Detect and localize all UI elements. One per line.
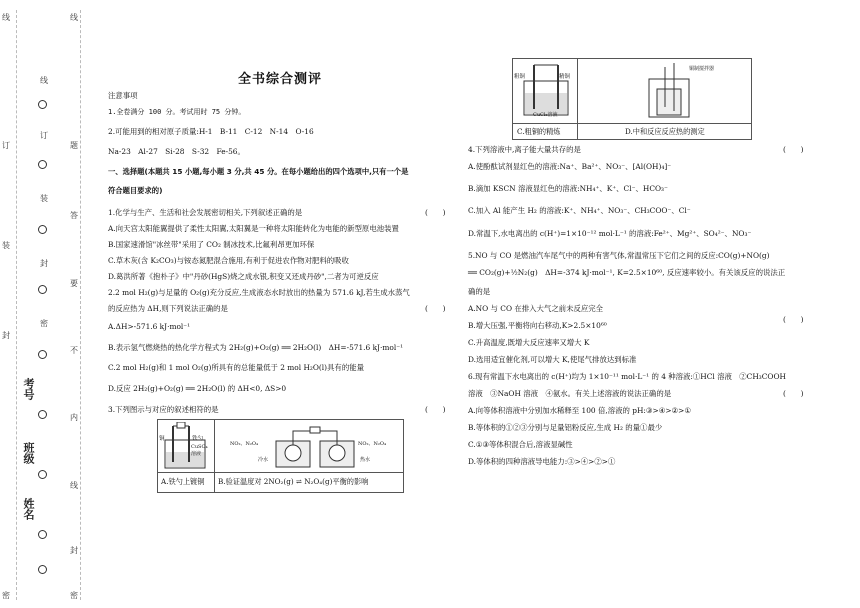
q4-option-c[interactable]: C.加入 Al 能产生 H₂ 的溶液:K⁺、NH₄⁺、NO₃⁻、CH₃COO⁻、Cl⁻ [468, 206, 691, 215]
label-cold-water: 冷水 [258, 457, 269, 463]
q6-stem-2: 溶液 ③NaOH 溶液 ④氨水。有关上述溶液的说法正确的是 [468, 389, 672, 398]
binding-hole [38, 530, 47, 539]
q1-paren: ( ) [425, 208, 446, 217]
label-iron-spoon: 铁勺 [192, 436, 204, 442]
seal-char: 装 [2, 241, 10, 250]
seal-char: 密 [70, 591, 78, 600]
seal-char: 线 [40, 76, 48, 85]
seal-char: 内 [70, 413, 78, 422]
label-copper: 铜 [159, 436, 165, 442]
q4-stem: 4.下列溶液中,离子能大量共存的是 [468, 145, 581, 154]
binding-hole [38, 410, 47, 419]
binding-line-inner [80, 10, 81, 600]
seal-char: 封 [70, 546, 78, 555]
q6-stem: 6.现有常温下水电离出的 c(H⁺)均为 1×10⁻¹¹ mol·L⁻¹ 的 4 种溶液:①HCl 溶液 ②CH₃COOH [468, 372, 786, 381]
binding-hole [38, 160, 47, 169]
label-crude-copper: 粗铜 [514, 74, 526, 80]
seal-char: 要 [70, 279, 78, 288]
q6-option-d[interactable]: D.等体积的四种溶液导电能力:③>④>②>① [468, 457, 616, 466]
q5-option-a[interactable]: A.NO 与 CO 在排入大气之前未反应完全 [468, 304, 604, 313]
q5-stem: 5.NO 与 CO 是燃油汽车尾气中的两种有害气体,常温常压下它们之间的反应:CO(g)+NO(g) [468, 251, 770, 260]
label-no2-left: NO₂、N₂O₄ [230, 441, 258, 447]
q5-option-d[interactable]: D.选用适宜催化剂,可以增大 K,使尾气排放达到标准 [468, 355, 637, 364]
q4-option-b[interactable]: B.滴加 KSCN 溶液显红色的溶液:NH₄⁺、K⁺、Cl⁻、HCO₃⁻ [468, 184, 668, 193]
seal-char: 封 [2, 331, 10, 340]
binding-hole [38, 470, 47, 479]
q6-option-c[interactable]: C.①③等体积混合后,溶液显碱性 [468, 440, 573, 449]
seal-char: 装 [40, 194, 48, 203]
q4-paren: ( ) [783, 145, 804, 154]
calorimeter-icon [579, 61, 749, 121]
binding-hole [38, 285, 47, 294]
seal-char: 密 [2, 591, 10, 600]
q2-stem-2: 的反应热为 ΔH,则下列说法正确的是 [108, 304, 228, 313]
seal-char: 订 [2, 141, 10, 150]
seal-char: 答 [70, 211, 78, 220]
label-cucl2: CuCl₂溶液 [533, 112, 558, 118]
q5-option-c[interactable]: C.升高温度,既增大反应速率又增大 K [468, 338, 590, 347]
q3-figure-table-cd [512, 58, 752, 140]
q2-paren: ( ) [425, 304, 446, 313]
seal-char: 不 [70, 346, 78, 355]
exam-number-label: 考号 [22, 378, 35, 400]
q3-paren: ( ) [425, 405, 446, 414]
q3-caption-c[interactable]: C.粗铜的精炼 [517, 127, 561, 136]
label-no2-right: NO₂、N₂O₄ [358, 441, 386, 447]
q5-paren: ( ) [783, 315, 804, 324]
label-pure-copper: 精铜 [559, 74, 571, 80]
notes-heading: 注意事项 [108, 91, 138, 100]
class-label: 班级 [22, 442, 35, 464]
binding-hole [38, 100, 47, 109]
label-cuso4: CuSO₄溶液 [191, 444, 208, 457]
q3-caption-a[interactable]: A.铁勺上镀铜 [161, 477, 205, 486]
q1-option-b[interactable]: B.国家速滑馆"冰丝带"采用了 CO₂ 制冰技术,比氟利昂更加环保 [108, 240, 315, 249]
q2-option-d[interactable]: D.反应 2H₂(g)+O₂(g) ══ 2H₂O(l) 的 ΔH<0, ΔS>0 [108, 384, 287, 393]
seal-char: 题 [70, 141, 78, 150]
q2-option-c[interactable]: C.2 mol H₂(g)和 1 mol O₂(g)所具有的总能量低于 2 mol H₂O(l)具有的能量 [108, 363, 364, 372]
notes-item-2: 2.可能用到的相对原子质量:H-1 B-11 C-12 N-14 O-16 [108, 127, 314, 136]
binding-hole [38, 565, 47, 574]
q1-option-c[interactable]: C.草木灰(含 K₂CO₃)与铵态氮肥混合施用,有利于促进农作物对肥料的吸收 [108, 256, 349, 265]
q6-option-a[interactable]: A.向等体积溶液中分别加水稀释至 100 倍,溶液的 pH:③>④>②>① [468, 406, 691, 415]
binding-hole [38, 225, 47, 234]
q3-caption-b[interactable]: B.验证温度对 2NO₂(g) ⇌ N₂O₄(g)平衡的影响 [218, 477, 369, 486]
q2-option-a[interactable]: A.ΔH>-571.6 kJ·mol⁻¹ [108, 322, 191, 331]
q1-option-d[interactable]: D.葛洪所著《抱朴子》中"丹砂(HgS)烧之成水银,积变又还成丹砂",二者为可逆反应 [108, 272, 379, 281]
q2-option-b[interactable]: B.表示氢气燃烧热的热化学方程式为 2H₂(g)+O₂(g) ══ 2H₂O(l) ΔH=-571.6 kJ·mol⁻¹ [108, 343, 404, 352]
name-label: 姓名 [22, 498, 35, 520]
seal-char: 封 [40, 259, 48, 268]
notes-item-1: 1.全卷满分 100 分。考试用时 75 分钟。 [108, 108, 246, 116]
q6-option-b[interactable]: B.等体积的①②③分别与足量铝粉反应,生成 H₂ 的量①最少 [468, 423, 663, 432]
q3-figure-table-ab [157, 419, 404, 493]
q5-stem-2: ══ CO₂(g)+½N₂(g) ΔH=-374 kJ·mol⁻¹, K=2.5×10⁶⁰, 反应速率较小。有关该反应的说法正 [468, 268, 786, 277]
q3-caption-d[interactable]: D.中和反应反应热的测定 [625, 127, 705, 136]
section-heading: 一、选择题(本题共 15 小题,每小题 3 分,共 45 分。在每小题给出的四个选项中,只有一个是 [108, 167, 409, 176]
q4-option-d[interactable]: D.常温下,水电离出的 c(H⁺)=1×10⁻¹² mol·L⁻¹ 的溶液:Fe²⁺、Mg²⁺、SO₄²⁻、NO₃⁻ [468, 229, 752, 238]
page-title: 全书综合测评 [237, 72, 322, 87]
seal-char: 订 [40, 131, 48, 140]
q6-paren: ( ) [783, 389, 804, 398]
notes-item-2b: Na-23 Al-27 Si-28 S-32 Fe-56。 [108, 147, 245, 156]
seal-char: 密 [40, 319, 48, 328]
section-heading-cont: 符合题目要求的) [108, 186, 163, 195]
q4-option-a[interactable]: A.使酚酞试剂显红色的溶液:Na⁺、Ba²⁺、NO₃⁻、[Al(OH)₄]⁻ [468, 162, 672, 171]
q2-stem: 2.2 mol H₂(g)与足量的 O₂(g)充分反应,生成液态水时放出的热量为 571.6 kJ,若生成水蒸气 [108, 288, 410, 297]
label-stirrer: 铜制搅拌器 [689, 66, 715, 72]
q1-stem: 1.化学与生产、生活和社会发展密切相关,下列叙述正确的是 [108, 208, 303, 217]
q1-option-a[interactable]: A.向天宫太阳能翼提供了柔性太阳翼,太阳翼是一种将太阳能转化为电能的新型原电池装置 [108, 224, 399, 233]
q3-stem: 3.下列图示与对应的叙述相符的是 [108, 405, 219, 414]
seal-char: 线 [70, 481, 78, 490]
binding-hole [38, 350, 47, 359]
label-hot-water: 热水 [360, 457, 371, 463]
seal-char: 线 [2, 13, 10, 22]
q5-option-b[interactable]: B.增大压强,平衡将向右移动,K>2.5×10⁶⁰ [468, 321, 607, 330]
seal-char: 线 [70, 13, 78, 22]
binding-line-outer [16, 10, 17, 600]
q5-stem-3: 确的是 [468, 287, 491, 296]
